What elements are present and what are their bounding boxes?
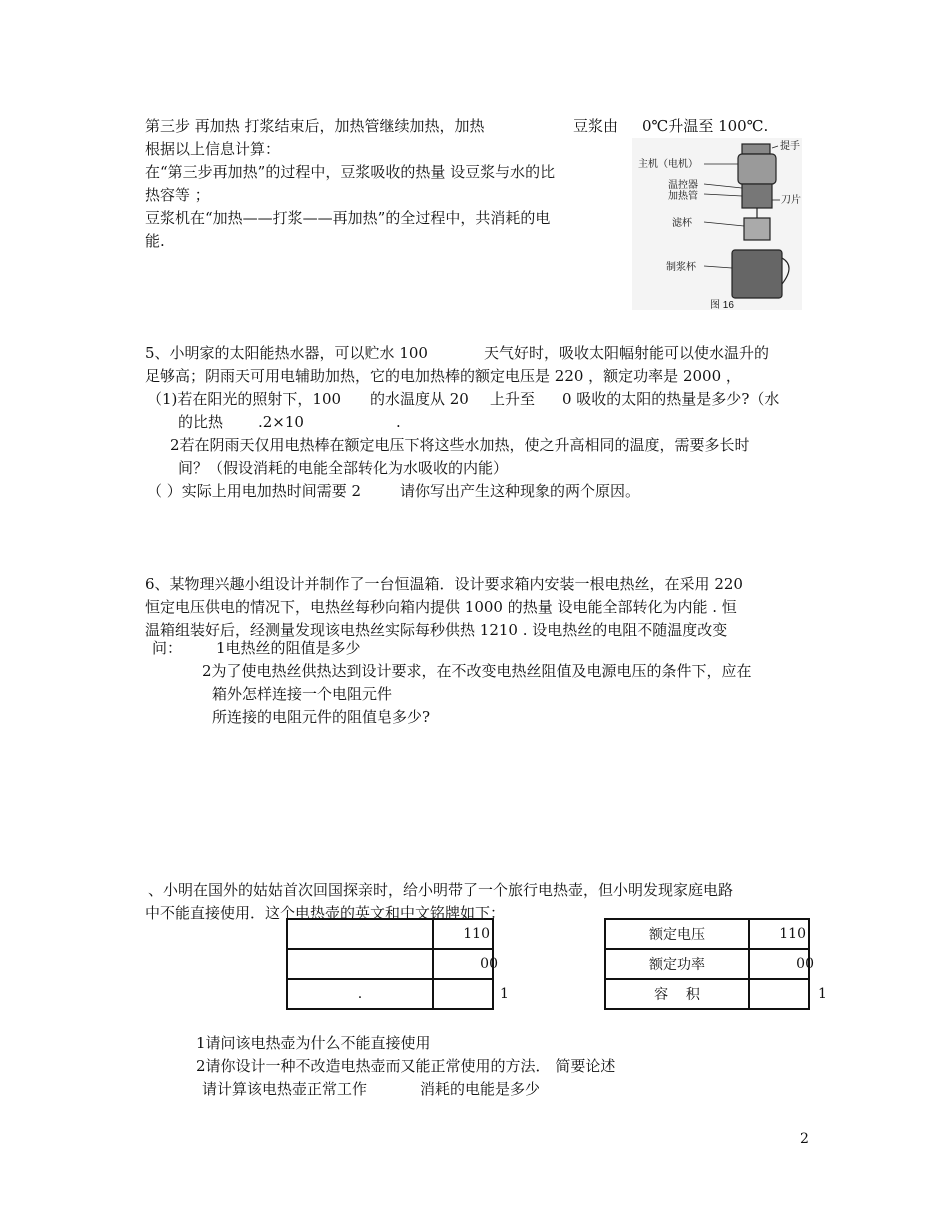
table-outside-value: 1 <box>818 986 827 1002</box>
text-line: . <box>396 413 401 431</box>
text-line: 第三步 再加热 打浆结束后，加热管继续加热，加热 <box>145 117 485 135</box>
table-cell <box>433 949 498 979</box>
text-line: 2请你设计一种不改造电热壶而又能正常使用的方法． 简要论述 <box>196 1057 616 1075</box>
table-cell <box>749 979 809 1009</box>
figure-label: 加热管 <box>668 191 698 202</box>
text-line: 、小明在国外的姑姑首次回国探亲时，给小明带了一个旅行电热壶，但小明发现家庭电路 <box>148 881 734 899</box>
soymilk-machine-figure <box>632 138 802 310</box>
figure-label: 滤杯 <box>672 218 692 229</box>
figure-label: 温控器 <box>668 180 698 191</box>
text-line: 上升至 <box>490 390 536 408</box>
text-line: 的水温度从 20 <box>370 390 469 408</box>
text-line: 请你写出产生这种现象的两个原因。 <box>400 482 641 500</box>
table-cell: 110 <box>749 919 809 949</box>
table-outside-value: 1 <box>500 986 509 1002</box>
table-cell: . <box>287 979 433 1009</box>
text-line: 6、某物理兴趣小组设计并制作了一台恒温箱．设计要求箱内安装一根电热丝，在采用 220 <box>145 575 743 593</box>
figure-label: 主机（电机） <box>638 159 698 170</box>
text-line: 1电热丝的阻值是多少 <box>216 639 361 657</box>
text-line: 温箱组装好后，经测量发现该电热丝实际每秒供热 1210 . 设电热丝的电阻不随温度改变 <box>145 621 728 639</box>
text-line: 中不能直接使用．这个电热壶的英文和中文铭牌如下： <box>145 904 506 922</box>
nameplate-table-english <box>286 918 498 1010</box>
text-line: 豆浆由 <box>573 117 619 135</box>
text-line: 2若在阴雨天仅用电热棒在额定电压下将这些水加热，使之升高相同的温度，需要多长时 <box>170 436 750 454</box>
text-line: 热容等 ； <box>145 186 210 204</box>
text-line: 问： <box>152 639 183 657</box>
text-line: .2×10 <box>258 413 304 431</box>
text-line: 1请问该电热壶为什么不能直接使用 <box>196 1034 431 1052</box>
text-line: 豆浆机在“加热——打浆——再加热”的全过程中，共消耗的电 <box>145 209 551 227</box>
nameplate-table-chinese <box>604 918 814 1010</box>
figure-caption: 图 16 <box>710 300 734 310</box>
table-cell: 110 <box>433 919 493 949</box>
table-cell <box>287 949 433 979</box>
figure-label: 刀片 <box>781 195 801 206</box>
text-line: 5、小明家的太阳能热水器，可以贮水 100 <box>145 344 428 362</box>
text-line: 足够高；阴雨天可用电辅助加热，它的电加热棒的额定电压是 220 ，额定功率是 2000 ， <box>145 367 741 385</box>
table-cell <box>433 979 493 1009</box>
text-line: 2为了使电热丝供热达到设计要求，在不改变电热丝阻值及电源电压的条件下，应在 <box>202 662 752 680</box>
table-cell: 额定功率 <box>605 949 749 979</box>
table-cell <box>749 949 814 979</box>
table-cell: 额定电压 <box>605 919 749 949</box>
table-cell <box>287 919 433 949</box>
text-line: 消耗的电能是多少 <box>420 1080 541 1098</box>
figure-label: 制浆杯 <box>666 262 696 273</box>
text-line: 天气好时，吸收太阳幅射能可以使水温升的 <box>484 344 770 362</box>
text-line: 能. <box>145 232 165 250</box>
text-line: （ ）实际上用电加热时间需要 2 <box>147 482 362 500</box>
text-line: 0℃升温至 100℃. <box>642 117 769 135</box>
text-line: 请计算该电热壶正常工作 <box>202 1080 368 1098</box>
table-cell-value: 00 <box>480 956 498 972</box>
text-line: 的比热 <box>178 413 224 431</box>
page-number: 2 <box>800 1131 809 1147</box>
text-line: 根据以上信息计算： <box>145 140 281 158</box>
text-line: 在“第三步再加热”的过程中，豆浆吸收的热量 设豆浆与水的比 <box>145 163 556 181</box>
text-line: 恒定电压供电的情况下，电热丝每秒向箱内提供 1000 的热量 设电能全部转化为内能 . 恒 <box>145 598 737 616</box>
text-line: 所连接的电阻元件的阻值皂多少? <box>212 708 431 726</box>
soymilk-machine-illustration <box>632 138 802 310</box>
text-line: 间？（假设消耗的电能全部转化为水吸收的内能） <box>178 459 509 477</box>
text-line: 箱外怎样连接一个电阻元件 <box>212 685 393 703</box>
figure-label: 提手 <box>780 141 800 152</box>
text-line: （1)若在阳光的照射下，100 <box>147 390 342 408</box>
text-line: 0 吸收的太阳的热量是多少?（水 <box>562 390 780 408</box>
table-cell-value: 00 <box>796 956 814 972</box>
table-cell: 容 积 <box>605 979 749 1009</box>
